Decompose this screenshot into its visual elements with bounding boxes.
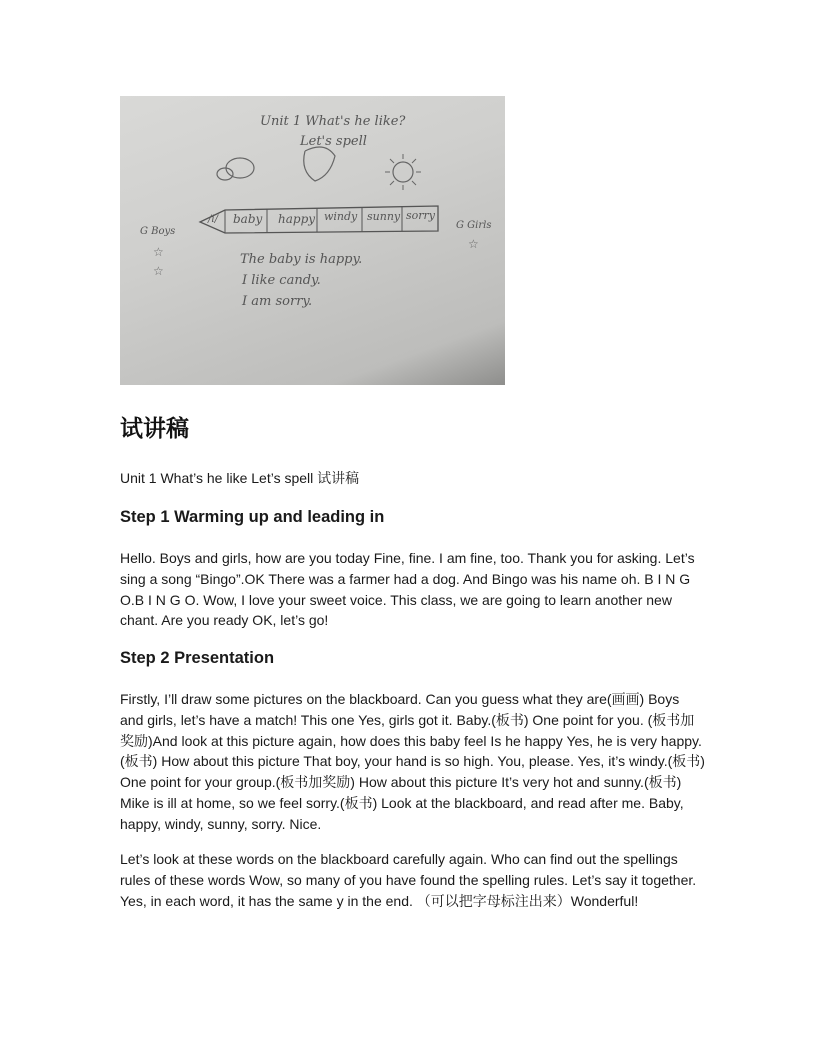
svg-text:☆: ☆ <box>468 237 479 251</box>
board-title: Unit 1 What's he like? <box>260 114 406 129</box>
word-sunny: sunny <box>367 210 401 223</box>
step1-heading: Step 1 Warming up and leading in <box>120 508 385 526</box>
svg-text:☆: ☆ <box>153 264 164 278</box>
step1-paragraph: Hello. Boys and girls, how are you today Fine, fine. I am fine, too. Thank you for asking. Let’s sing a song “Bingo”.OK There was a farmer had a dog. And Bingo was his name oh. B I N G O.B I N G O. Wow, I love your sweet voice. This class, we are going to learn another new chant. Are you ready OK, let’s go! <box>120 550 695 629</box>
word-sorry: sorry <box>406 209 435 222</box>
board-sentence-3: I am sorry. <box>242 294 313 309</box>
board-subtitle: Let's spell <box>300 134 367 149</box>
page-title: 试讲稿 <box>120 416 189 442</box>
boys-team-label: G Boys <box>140 226 176 237</box>
ipa-label: /i/ <box>208 214 218 225</box>
document-subtitle: Unit 1 What’s he like Let’s spell 试讲稿 <box>120 470 360 486</box>
blackboard-photo <box>120 96 505 385</box>
word-windy: windy <box>324 210 358 223</box>
girls-team-label: G Girls <box>456 220 492 231</box>
svg-text:☆: ☆ <box>153 245 164 259</box>
board-sentence-1: The baby is happy. <box>240 252 363 267</box>
word-happy: happy <box>278 212 316 226</box>
board-sentence-2: I like candy. <box>242 273 321 288</box>
word-baby: baby <box>233 212 263 226</box>
step2-paragraph-1: Firstly, I’ll draw some pictures on the blackboard. Can you guess what they are(画画) Boys and girls, let’s have a match! This one Yes, girls got it. Baby.(板书) One point for you. (板书加奖励)And look at this picture again, how does this baby feel Is he happy Yes, he is very happy.(板书) How about this picture That boy, your hand is so high. You, please. Yes, it’s windy.(板书) One point for your group.(板书加奖励) How about this picture It’s very hot and sunny.(板书) Mike is ill at home, so we feel sorry.(板书) Look at the blackboard, and read after me. Baby, happy, windy, sunny, sorry. Nice. <box>120 691 705 832</box>
step2-heading: Step 2 Presentation <box>120 649 275 667</box>
step2-paragraph-2: Let’s look at these words on the blackboard carefully again. Who can find out the spellings rules of these words Wow, so many of you have found the spelling rules. Let’s say it together. Yes, in each word, it has the same y in the end. （可以把字母标注出来）Wonderful! <box>120 851 697 909</box>
